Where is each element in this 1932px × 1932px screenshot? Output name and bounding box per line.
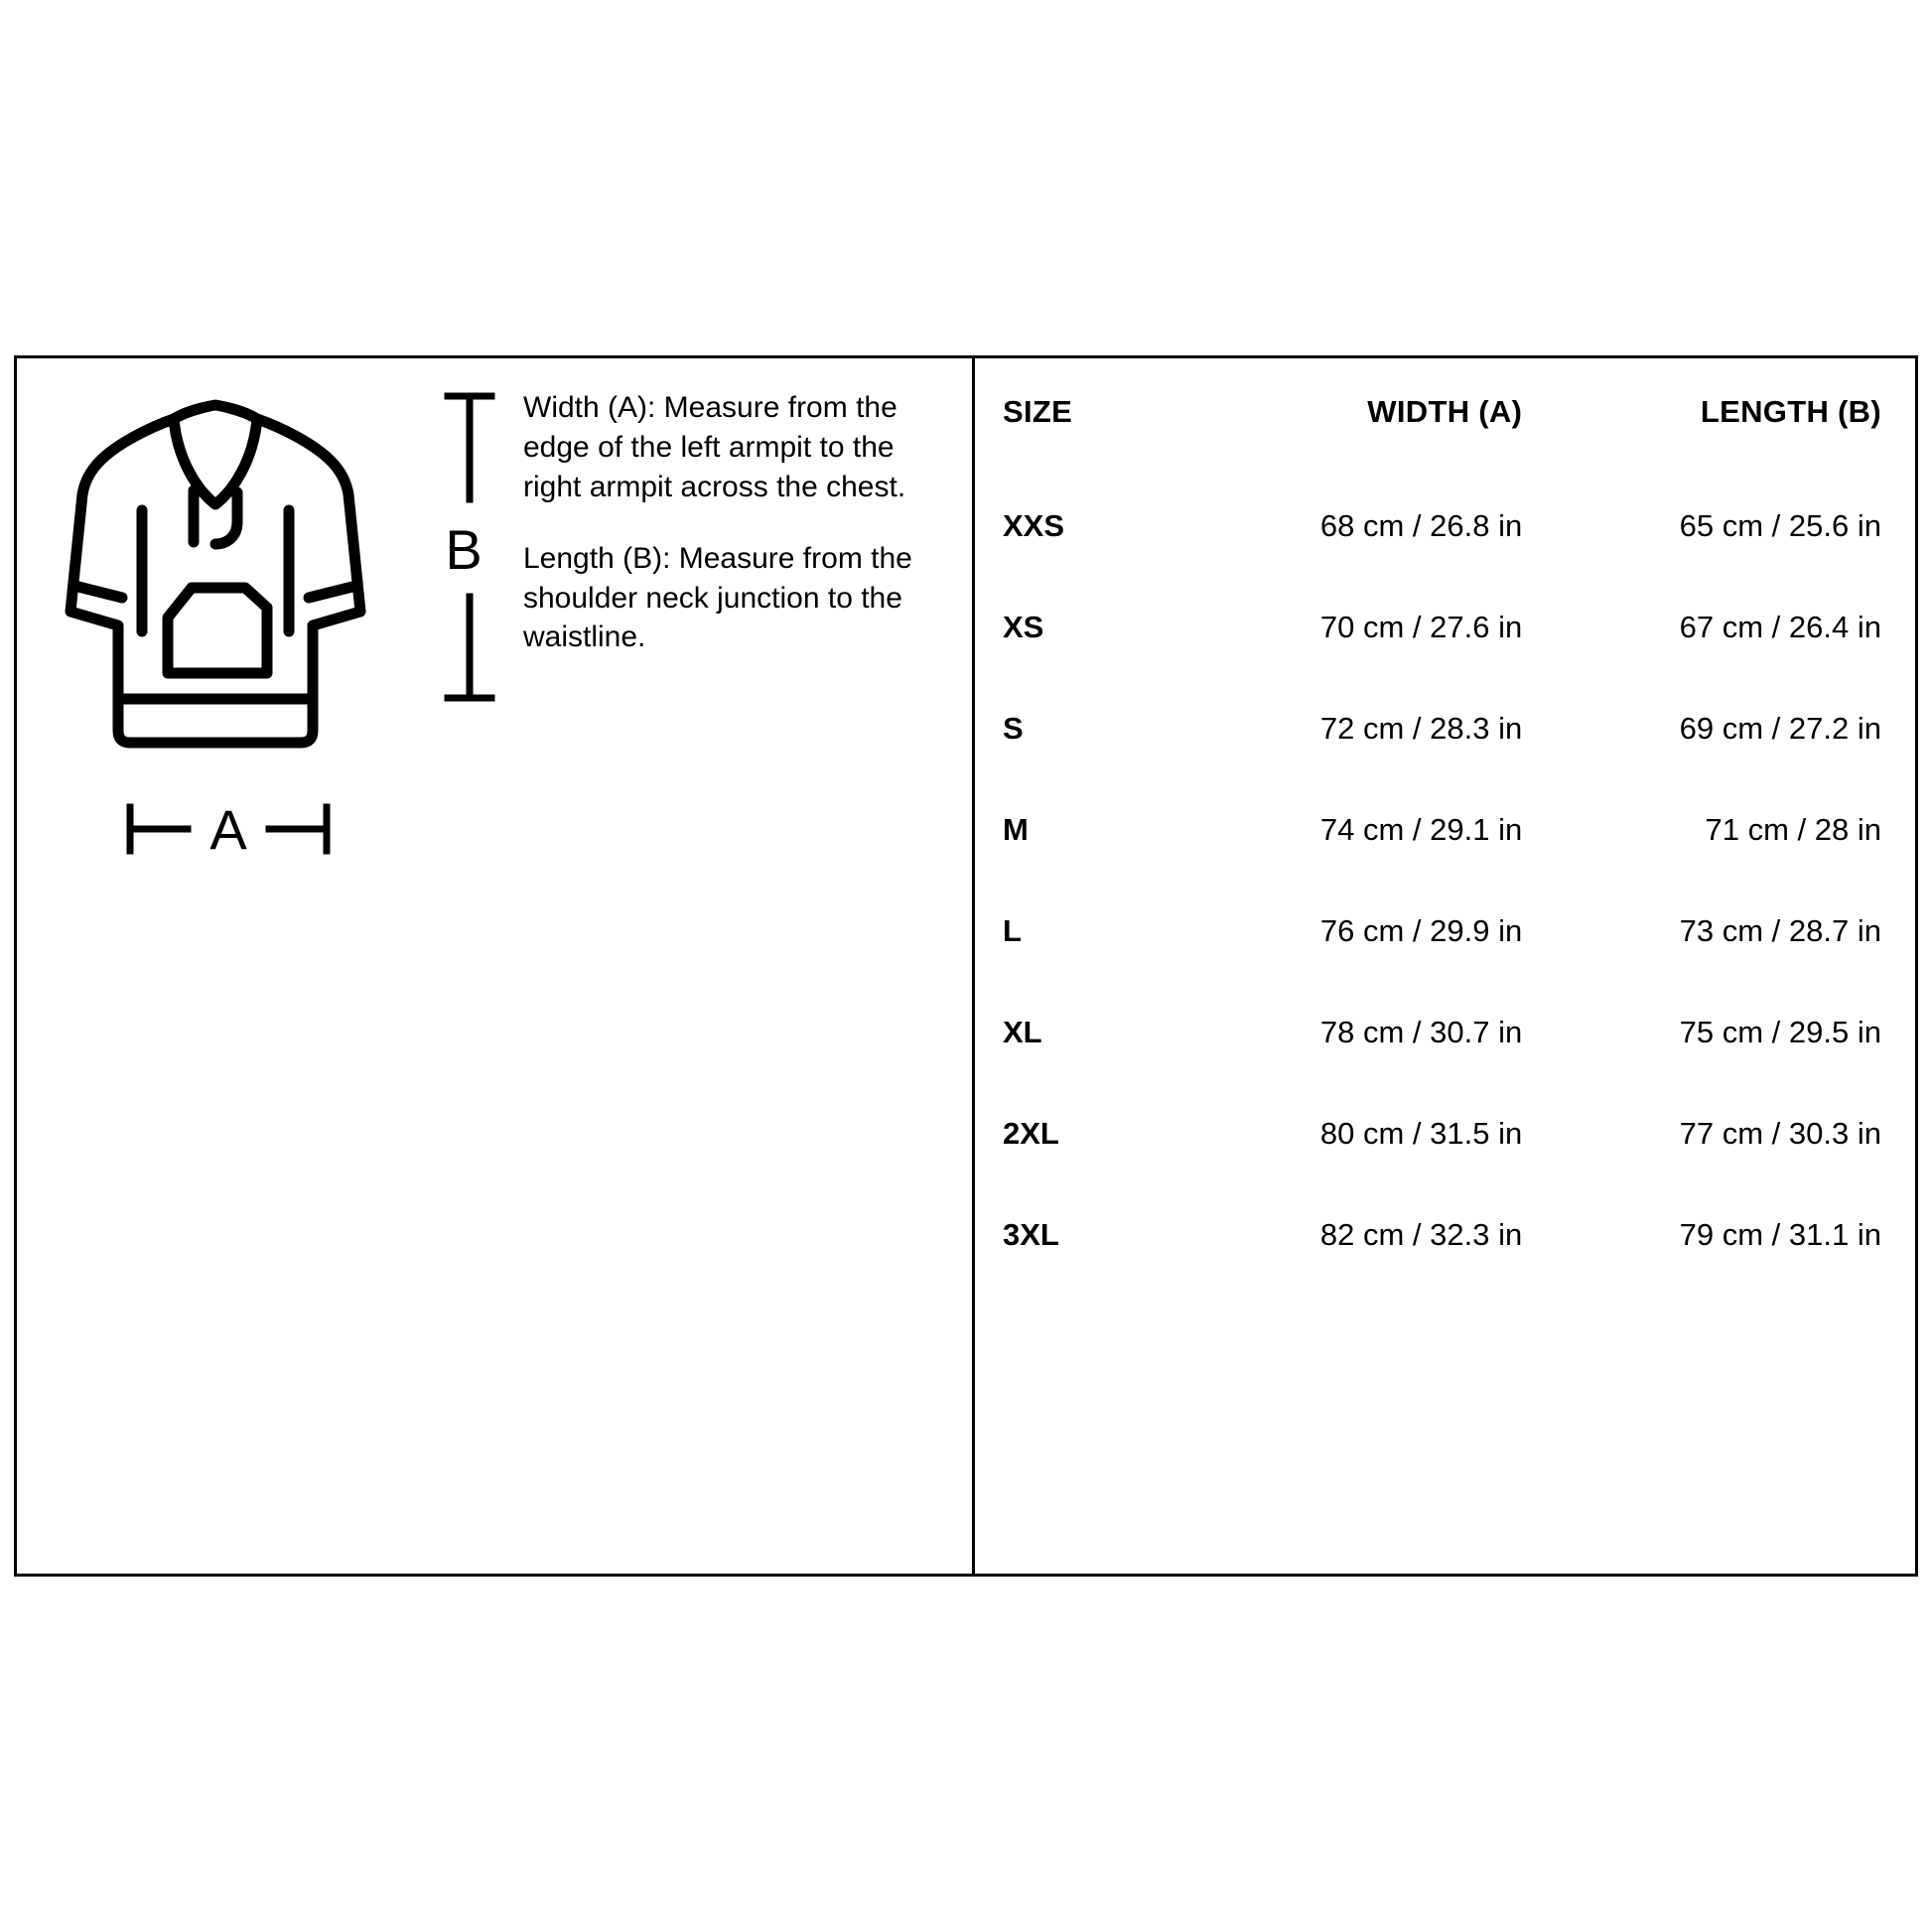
cell-size: XL — [1003, 1015, 1042, 1049]
cell-width: 82 cm / 32.3 in — [1319, 1217, 1523, 1252]
measurement-guide-panel — [17, 358, 975, 1574]
table-row — [1003, 1083, 1881, 1184]
table-row — [1003, 779, 1881, 881]
table-row — [1003, 678, 1881, 779]
header-length: LENGTH (B) — [1700, 394, 1881, 429]
size-table — [1003, 384, 1881, 1286]
table-row — [1003, 577, 1881, 678]
table-row — [1003, 1184, 1881, 1286]
table-body — [1003, 476, 1881, 1286]
dimension-b-marker — [434, 388, 523, 736]
cell-length: 65 cm / 25.6 in — [1679, 508, 1881, 543]
size-chart — [14, 355, 1918, 1577]
cell-size: XXS — [1003, 508, 1065, 543]
width-instruction: Width (A): Measure from the edge of the left armpit to the right armpit across the chest. — [523, 391, 906, 503]
table-header-row — [1003, 384, 1881, 476]
cell-size: XS — [1003, 610, 1044, 644]
cell-width: 80 cm / 31.5 in — [1319, 1116, 1523, 1151]
cell-width: 78 cm / 30.7 in — [1319, 1015, 1523, 1049]
cell-size: 2XL — [1003, 1116, 1059, 1151]
table-row — [1003, 881, 1881, 982]
cell-width: 70 cm / 27.6 in — [1319, 610, 1523, 644]
length-instruction: Length (B): Measure from the shoulder neck junction to the waistline. — [523, 541, 912, 654]
table-row — [1003, 476, 1881, 577]
cell-size: M — [1003, 812, 1029, 847]
cell-width: 72 cm / 28.3 in — [1319, 711, 1523, 746]
size-table-panel — [975, 358, 1915, 1574]
hoodie-illustration — [57, 383, 394, 780]
cell-length: 69 cm / 27.2 in — [1679, 711, 1881, 746]
cell-length: 75 cm / 29.5 in — [1679, 1015, 1881, 1049]
cell-width: 76 cm / 29.9 in — [1319, 913, 1523, 948]
cell-length: 77 cm / 30.3 in — [1679, 1116, 1881, 1151]
cell-length: 67 cm / 26.4 in — [1679, 610, 1881, 644]
dimension-a-marker — [124, 795, 333, 865]
header-width: WIDTH (A) — [1367, 394, 1523, 429]
dimension-a-letter: A — [209, 798, 247, 861]
table-row — [1003, 982, 1881, 1083]
measurement-instructions — [523, 388, 960, 657]
dimension-b-letter: B — [445, 518, 483, 581]
cell-length: 71 cm / 28 in — [1705, 812, 1881, 847]
cell-length: 79 cm / 31.1 in — [1679, 1217, 1881, 1252]
cell-width: 74 cm / 29.1 in — [1319, 812, 1523, 847]
cell-size: L — [1003, 913, 1022, 948]
cell-length: 73 cm / 28.7 in — [1679, 913, 1881, 948]
cell-size: S — [1003, 711, 1024, 746]
cell-size: 3XL — [1003, 1217, 1059, 1252]
header-size: SIZE — [1003, 394, 1073, 429]
cell-width: 68 cm / 26.8 in — [1319, 508, 1523, 543]
